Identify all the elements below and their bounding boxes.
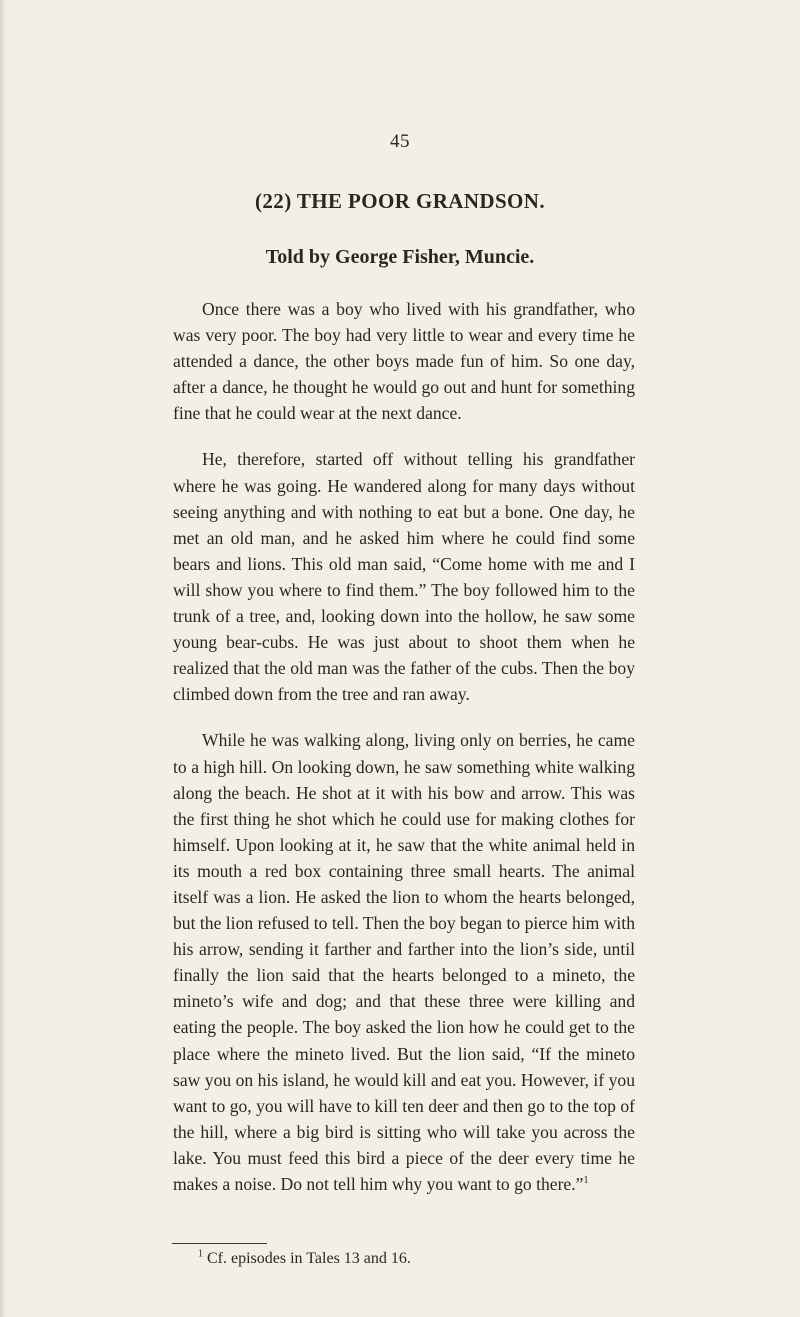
paragraph-2: He, therefore, started off without telling his grandfather where he was going. He wandered along for many days without seeing anything and with nothing to eat but a bone. One day, he met an old man, and he asked him where he could find some bears and lions. This old man said, “Come home with me and I will show you where to find them.” The boy followed him to the trunk of a tree, and, looking down into the hollow, he saw some young bear-cubs. He was just about to shoot them when he realized that the old man was the father of the cubs. Then the boy climbed down from the tree and ran away. bbox=[173, 449, 635, 705]
footnote-reference: 1 bbox=[583, 1175, 589, 1187]
footnote-divider bbox=[172, 1243, 267, 1244]
paragraph-3-text: While he was walking along, living only on berries, he came to a high hill. On looking down, he saw something white walking along the beach. He shot at it with his bow and arrow. This was the first thing he shot which he could use for making clothes for himself. Upon looking at it, he saw that the white animal held in its mouth a red box containing three small hearts. The animal itself was a lion. He asked the lion to whom the hearts belonged, but the lion refused to tell. Then the boy began to pierce him with his arrow, sending it farther and farther into the lion’s side, until finally the lion said that the hearts belonged to a mineto, the mineto’s wife and dog; and that these three were killing and eating the people. The boy asked the lion how he could get to the place where the mineto lived. But the lion said, “If the mineto saw you on his island, he would kill and eat you. However, if you want to go, you will have to kill ten deer and then go to the top of the hill, where a big bird is sitting who will take you across the lake. You must feed this bird a piece of the deer every time he makes a noise. Do not tell him why you want to go there.” bbox=[173, 730, 635, 1194]
page-number: 45 bbox=[390, 131, 410, 152]
story-byline: Told by George Fisher, Muncie. bbox=[265, 246, 535, 268]
footnote-marker: 1 bbox=[198, 1248, 203, 1260]
paragraph-1: Once there was a boy who lived with his grandfather, who was very poor. The boy had very little to wear and every time he attended a dance, the other boys made fun of him. So one day, after a dance, he thought he would go out and hunt for something fine that he could wear at the next dance. bbox=[173, 299, 635, 424]
story-title: (22) THE POOR GRANDSON. bbox=[255, 189, 545, 213]
footnote bbox=[198, 1248, 411, 1270]
paragraph-3 bbox=[173, 727, 635, 1197]
footnote-text: Cf. episodes in Tales 13 and 16. bbox=[207, 1250, 411, 1267]
story-body bbox=[173, 296, 635, 1217]
